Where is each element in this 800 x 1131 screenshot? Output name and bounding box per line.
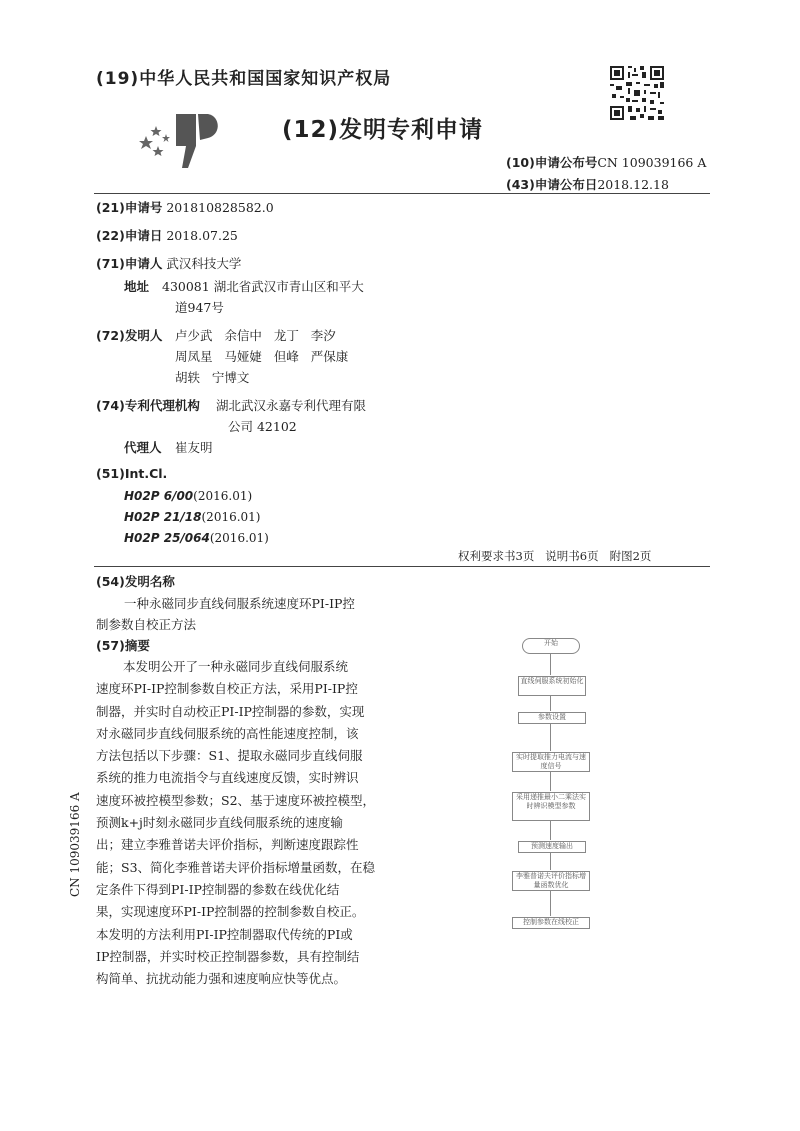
abstract-label: (57)摘要 [96, 638, 150, 653]
address-label: 地址 [124, 279, 150, 294]
flow-step: 控制参数在线校正 [512, 917, 590, 929]
application-date: (22)申请日 2018.07.25 [96, 228, 238, 243]
address-line-2: 道947号 [175, 300, 224, 315]
abstract-line: 本发明的方法利用PI-IP控制器取代传统的PI或 [96, 926, 353, 942]
flow-arrow [550, 852, 551, 870]
abstract-line: 对永磁同步直线伺服系统的高性能速度控制，该 [96, 725, 359, 741]
title-line-2: 制参数自校正方法 [96, 617, 197, 632]
header-divider [94, 193, 710, 194]
application-number: (21)申请号 201810828582.0 [96, 200, 274, 215]
section-divider [94, 566, 710, 567]
abstract-text [96, 656, 375, 990]
cnipa-emblem-icon [136, 106, 226, 176]
abstract-line: 构简单、抗扰动能力强和速度响应快等优点。 [96, 971, 347, 987]
side-publication-code: CN 109039166 A [68, 792, 82, 897]
abstract-line: 预测k+j时刻永磁同步直线伺服系统的速度输 [96, 815, 343, 831]
flow-arrow [550, 723, 551, 751]
ipc-class: H02P 21/18(2016.01) [124, 510, 261, 524]
publication-date: (43)申请公布日2018.12.18 [506, 177, 669, 192]
int-cl-label: (51)Int.Cl. [96, 466, 168, 481]
ipc-class: H02P 25/064(2016.01) [124, 531, 269, 545]
abstract-line: 定条件下得到PI-IP控制器的参数在线优化结 [96, 881, 340, 897]
agency-label: (74)专利代理机构 [96, 398, 200, 413]
agency-line-2: 公司 42102 [228, 419, 297, 434]
inventors-line-3: 胡轶 宁博文 [175, 370, 250, 385]
ipc-class: H02P 6/00(2016.01) [124, 489, 253, 503]
abstract-line: 能；S3、简化李雅普诺夫评价指标增量函数，在稳 [96, 859, 376, 875]
abstract-line: 出；建立李雅普诺夫评价指标，判断速度跟踪性 [96, 837, 359, 853]
agency-line-1: 湖北武汉永嘉专利代理有限 [216, 398, 367, 413]
abstract-line: 速度环PI-IP控制参数自校正方法，采用PI-IP控 [96, 681, 358, 697]
flow-step: 直线伺服系统初始化 [518, 676, 586, 696]
agent-name: 崔友明 [175, 440, 213, 455]
title-line-1: 一种永磁同步直线伺服系统速度环PI-IP控 [124, 596, 355, 611]
flow-arrow [550, 653, 551, 675]
inventors-line-1: 卢少武 余信中 龙丁 李汐 [175, 328, 336, 343]
flow-arrow [550, 820, 551, 840]
flow-step: 参数设置 [518, 712, 586, 724]
abstract-line: 速度环被控模型参数；S2、基于速度环被控模型， [96, 792, 376, 808]
flow-step: 采用递推最小二乘法实时辨识模型参数 [512, 792, 590, 821]
flow-step: 预测速度输出 [518, 841, 586, 853]
patent-office-name: (19)中华人民共和国国家知识产权局 [96, 69, 392, 89]
flow-step-start: 开始 [522, 638, 580, 654]
abstract-line: 系统的推力电流指令与直线速度反馈，实时辨识 [96, 770, 359, 786]
flow-arrow [550, 890, 551, 916]
address-line-1: 430081 湖北省武汉市青山区和平大 [162, 279, 364, 294]
title-label: (54)发明名称 [96, 574, 175, 589]
abstract-line: 果，实现速度环PI-IP控制器的控制参数自校正。 [96, 904, 365, 920]
flow-step: 李雅普诺夫评价指标增量函数优化 [512, 871, 590, 891]
flow-arrow [550, 695, 551, 711]
abstract-flowchart [500, 636, 610, 936]
abstract-line: 本发明公开了一种永磁同步直线伺服系统 [123, 659, 349, 674]
applicant: (71)申请人 武汉科技大学 [96, 256, 242, 271]
inventors-line-2: 周凤星 马娅婕 但峰 严保康 [175, 349, 349, 364]
flow-step: 实时提取推力电流与速度信号 [512, 752, 590, 772]
abstract-line: IP控制器，并实时校正控制器参数，具有控制结 [96, 948, 360, 964]
publication-number: (10)申请公布号CN 109039166 A [506, 155, 707, 170]
agent-label: 代理人 [124, 440, 162, 455]
qr-code-icon [610, 66, 664, 120]
abstract-line: 制器，并实时自动校正PI-IP控制器的参数，实现 [96, 703, 365, 719]
page-counts: 权利要求书3页 说明书6页 附图2页 [458, 549, 652, 563]
document-type-title: (12)发明专利申请 [282, 117, 484, 143]
flow-arrow [550, 771, 551, 791]
inventor-label: (72)发明人 [96, 328, 163, 343]
abstract-line: 方法包括以下步骤：S1、提取永磁同步直线伺服 [96, 748, 363, 764]
